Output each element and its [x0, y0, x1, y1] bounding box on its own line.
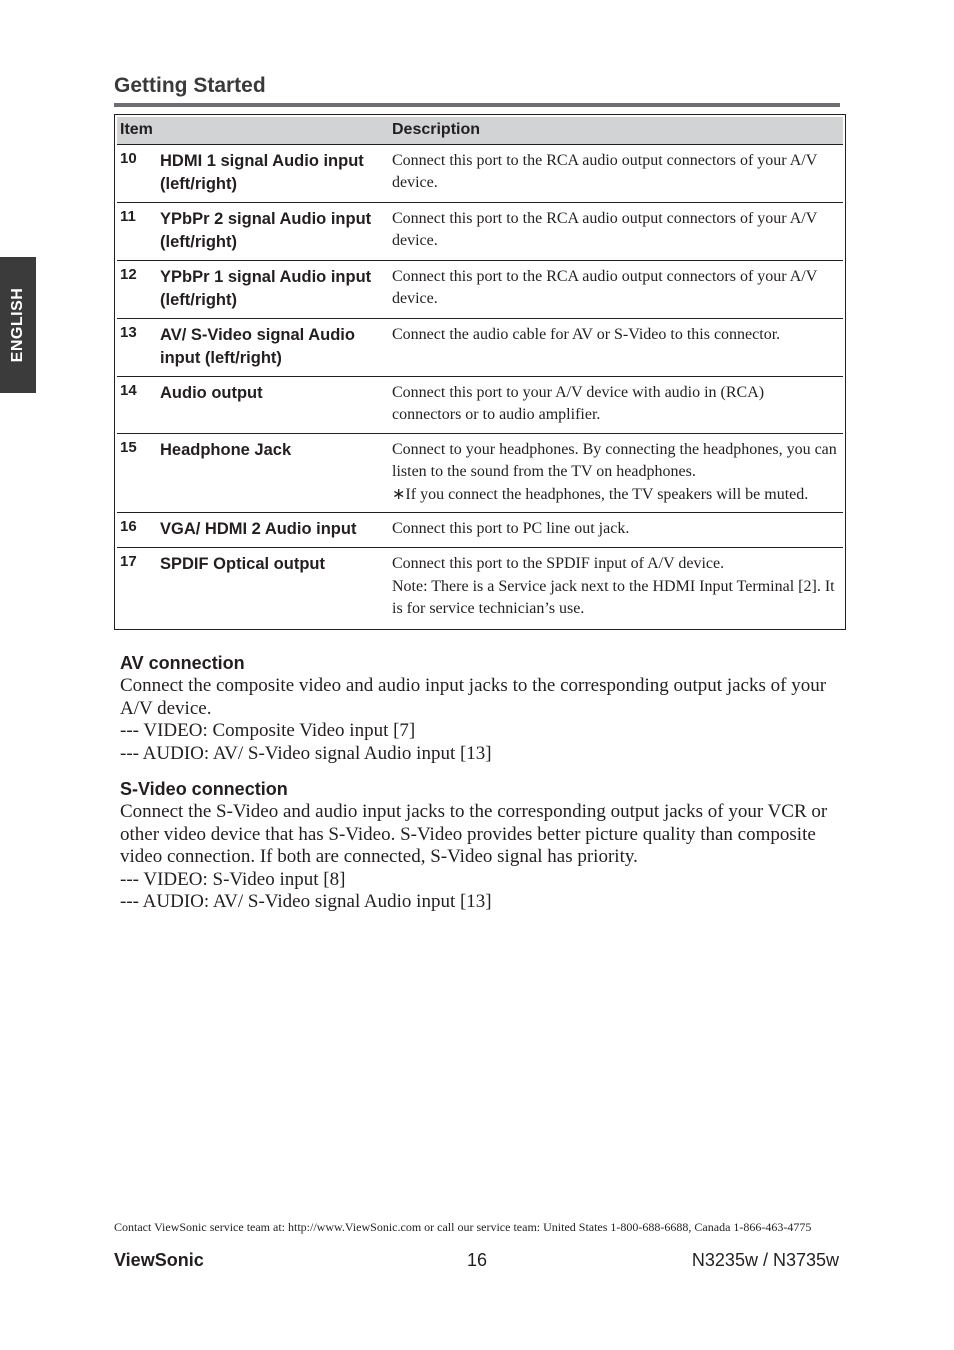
item-description: [392, 548, 843, 627]
item-name: SPDIF Optical output: [160, 555, 325, 573]
language-label: ENGLISH: [9, 287, 26, 363]
item-number: 14: [117, 376, 160, 433]
table-row: [117, 433, 843, 513]
item-name: HDMI 1 signal Audio input (left/right): [160, 144, 392, 202]
svideo-connection-text: [120, 801, 845, 914]
table-row: [117, 376, 843, 433]
svideo-connection-heading: S-Video connection: [120, 779, 288, 799]
svideo-connection-audio: --- AUDIO: AV/ S-Video signal Audio input [13]: [120, 891, 492, 913]
description-line: Connect this port to the RCA audio output connectors of your A/V device.: [392, 151, 817, 191]
description-line: Connect this port to the RCA audio output connectors of your A/V device.: [392, 267, 817, 307]
table-row: [117, 144, 843, 202]
av-connection-text: [120, 675, 845, 765]
table-row: [117, 202, 843, 260]
description-line: Connect the audio cable for AV or S-Video to this connector.: [392, 325, 781, 343]
svideo-connection-video: --- VIDEO: S-Video input [8]: [120, 868, 346, 890]
item-number: 12: [117, 260, 160, 318]
item-name: VGA/ HDMI 2 Audio input: [160, 513, 392, 548]
description-line: Note: There is a Service jack next to the HDMI Input Terminal [2]. It is for service technician’s use.: [392, 577, 835, 617]
item-number: 13: [117, 318, 160, 376]
item-description: [392, 260, 843, 318]
item-description: [392, 144, 843, 202]
language-side-tab: [0, 257, 36, 393]
av-connection-body: Connect the composite video and audio input jacks to the corresponding output jacks of your A/V device.: [120, 675, 827, 719]
item-name: YPbPr 2 signal Audio input (left/right): [160, 202, 392, 260]
item-description: [392, 318, 843, 376]
item-number: 17: [120, 553, 137, 570]
item-name: YPbPr 1 signal Audio input (left/right): [160, 260, 392, 318]
item-description: [392, 376, 843, 433]
description-line: Connect to your headphones. By connecting the headphones, you can listen to the sound from the TV on headphones.: [392, 440, 837, 480]
table-row: [117, 548, 843, 627]
description-line: Connect this port to the RCA audio output connectors of your A/V device.: [392, 209, 817, 249]
item-description: [392, 433, 843, 513]
svideo-connection-body: Connect the S-Video and audio input jacks to the corresponding output jacks of your VCR or other video device that has S-Video. S-Video provides better picture quality than composite video connection. If both are connected, S-Video signal has priority.: [120, 801, 828, 868]
table-body: [117, 144, 843, 627]
item-description: [392, 513, 843, 548]
description-line: Connect this port to your A/V device with audio in (RCA) connectors or to audio amplifier.: [392, 383, 765, 423]
av-connection-audio: --- AUDIO: AV/ S-Video signal Audio input [13]: [120, 742, 492, 764]
footer-model: N3235w / N3735w: [691, 1250, 839, 1270]
contact-info: Contact ViewSonic service team at: http://www.ViewSonic.com or call our service team: United States 1-800-688-6688, Canada 1-866-463-4775: [114, 1220, 812, 1234]
description-line: Connect this port to PC line out jack.: [392, 520, 630, 537]
item-number: 16: [117, 513, 160, 548]
connector-table: [114, 114, 846, 630]
av-connection-video: --- VIDEO: Composite Video input [7]: [120, 720, 416, 742]
description-note: ∗If you connect the headphones, the TV speakers will be muted.: [392, 485, 809, 503]
page-title: Getting Started: [114, 74, 266, 97]
item-name: Audio output: [160, 376, 392, 433]
table-row: [117, 318, 843, 376]
column-header-item: Item: [117, 117, 392, 144]
page-number: 16: [467, 1250, 488, 1270]
description-line: Connect this port to the SPDIF input of A/V device.: [392, 555, 725, 572]
item-name: AV/ S-Video signal Audio input (left/right): [160, 318, 392, 376]
footer-brand: ViewSonic: [114, 1250, 204, 1270]
item-name: Headphone Jack: [160, 433, 392, 513]
item-number: 10: [117, 144, 160, 202]
table-row: [117, 513, 843, 548]
table-row: [117, 260, 843, 318]
item-number: 15: [117, 433, 160, 513]
item-number: 11: [117, 202, 160, 260]
item-description: [392, 202, 843, 260]
column-header-description: Description: [392, 117, 843, 144]
table-header-row: [117, 117, 843, 144]
title-divider: [114, 103, 840, 107]
av-connection-heading: AV connection: [120, 653, 245, 673]
